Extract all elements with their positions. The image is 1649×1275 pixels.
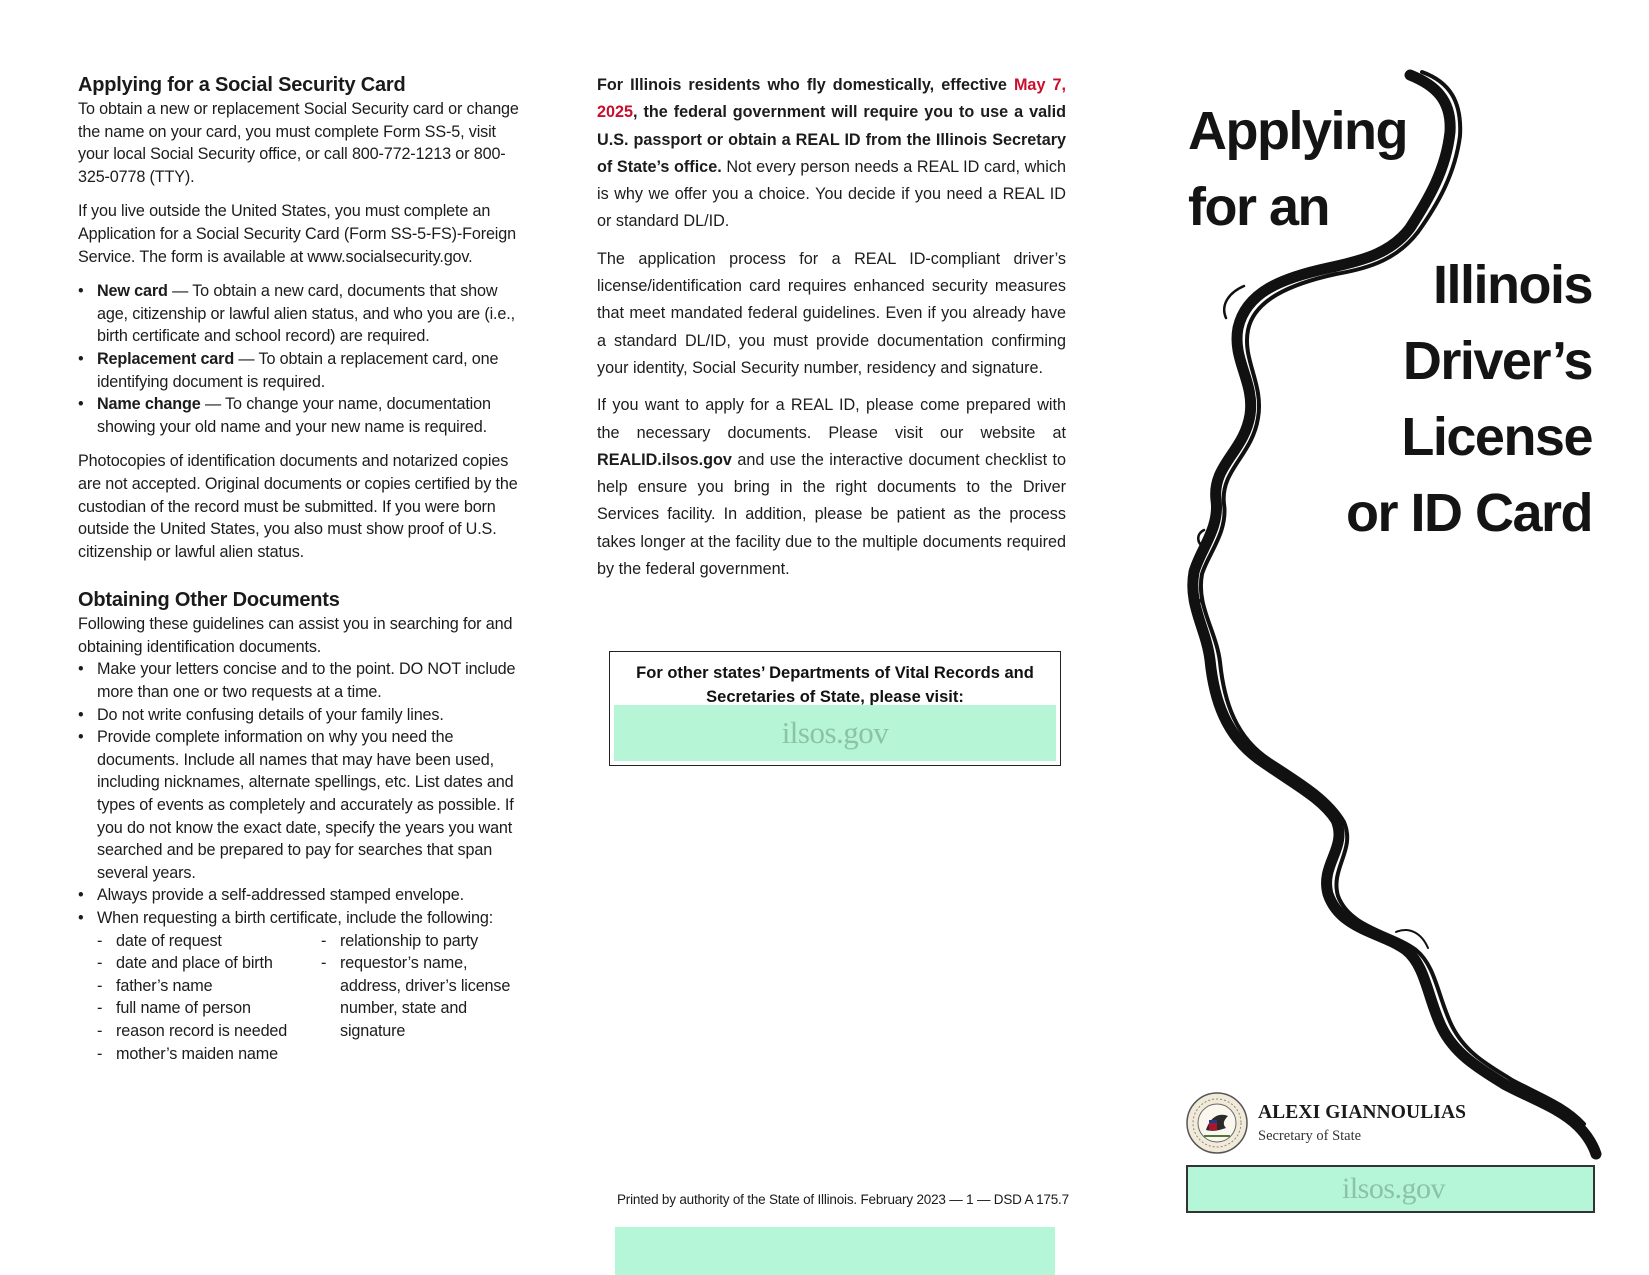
realid-website-link[interactable]: REALID.ilsos.gov: [597, 450, 732, 469]
list-item: - father’s name: [97, 975, 321, 998]
list-item: [78, 393, 530, 438]
list-item: - date and place of birth: [97, 952, 321, 975]
real-id-choice: Not every person needs a REAL ID card, which is why we offer you a choice. You decide if you need a REAL ID or standard DL/ID.: [597, 157, 1066, 231]
real-id-paragraph-1: [597, 72, 1066, 236]
bullet-term: Name change: [97, 395, 201, 414]
real-id-text: If you want to apply for a REAL ID, please come prepared with the necessary documents. Please visit our website at: [597, 396, 1066, 442]
official-name: ALEXI GIANNOULIAS: [1258, 1102, 1467, 1123]
other-docs-bullet-list: [78, 658, 530, 929]
bullet-text: — To change your name, documentation showing your old name and your new name is required.: [97, 395, 491, 436]
list-item: [78, 280, 530, 348]
list-item: • When requesting a birth certificate, include the following:: [78, 907, 530, 930]
birth-items-column-1: [97, 930, 321, 1066]
ssc-bullet-list: [78, 280, 530, 438]
ilsos-link[interactable]: ilsos.gov: [781, 715, 889, 750]
list-item: [78, 348, 530, 393]
cover-title-line: Illinois: [1432, 255, 1592, 315]
cover-title-line: Driver’s: [1402, 331, 1592, 391]
list-item: • Provide complete information on why you need the documents. Include all names that may have been used, including nicknames, alternate spellings, etc. List dates and types of events as completely and accurately as possible. If you do not know the exact date, specify the years you want searched and be prepared to pay for searches that span several years.: [78, 726, 530, 884]
list-item: - full name of person: [97, 997, 321, 1020]
list-item: • Always provide a self-addressed stamped envelope.: [78, 884, 530, 907]
list-item: • Do not write confusing details of your family lines.: [78, 704, 530, 727]
print-authority-footer: Printed by authority of the State of Illinois. February 2023 — 1 — DSD A 175.7: [617, 1192, 1069, 1207]
left-column: [78, 72, 530, 1077]
state-seal-icon: [1186, 1092, 1248, 1154]
ssc-heading: Applying for a Social Security Card: [78, 74, 406, 96]
real-id-text: and use the interactive document checklist to help ensure you bring in the right documents to the Driver Services facility. In addition, please be patient as the process takes longer at the facility due to the multiple documents required by the federal government.: [597, 450, 1066, 579]
real-id-requirement: , the federal government will require you to use a valid U.S. passport or obtain a REAL ID from the Illinois Secretary of State’s office.: [597, 103, 1066, 176]
list-item: - requestor’s name, address, driver’s license number, state and signature: [321, 952, 511, 1042]
real-id-paragraph-3: [597, 392, 1066, 583]
list-item: - relationship to party: [321, 930, 511, 953]
list-item: - mother’s maiden name: [97, 1043, 321, 1066]
other-docs-paragraph: Following these guidelines can assist you in searching for and obtaining identification documents.: [78, 615, 513, 656]
other-states-box: [609, 651, 1061, 766]
list-item: • Make your letters concise and to the point. DO NOT include more than one or two requests at a time.: [78, 658, 530, 703]
birth-items-column-2: [321, 930, 511, 1066]
real-id-paragraph-2: The application process for a REAL ID-compliant driver’s license/identification card requires enhanced security measures that meet mandated federal guidelines. Even if you already have a standard DL/ID, you must provide documentation confirming your identity, Social Security number, residency and signature.: [597, 249, 1066, 377]
ssc-paragraph-2: If you live outside the United States, you must complete an Application for a Social Security Card (Form SS-5-FS)-Foreign Service. The form is available at www.socialsecurity.gov.: [78, 202, 516, 266]
bullet-text: — To obtain a new card, documents that show age, citizenship or lawful alien status, and who you are (i.e., birth certificate and school record) are required.: [97, 282, 515, 346]
list-item: - reason record is needed: [97, 1020, 321, 1043]
list-item: - date of request: [97, 930, 321, 953]
other-states-text: For other states’ Departments of Vital Records and Secretaries of State, please visit:: [636, 664, 1034, 706]
cover-ilsos-link[interactable]: ilsos.gov: [1341, 1172, 1446, 1205]
real-id-date: May 7, 2025: [597, 76, 1066, 122]
real-id-intro: For Illinois residents who fly domestically, effective: [597, 76, 1014, 94]
bullet-text: — To obtain a replacement card, one identifying document is required.: [97, 349, 499, 391]
cover-title-line: for an: [1188, 177, 1330, 237]
birth-certificate-items: [97, 930, 530, 1078]
cover-title-line: License: [1401, 407, 1592, 467]
ssc-paragraph-1: To obtain a new or replacement Social Security card or change the name on your card, you must complete Form SS-5, visit your local Social Security office, or call 800-772-1213 or 800-325-0778 (TTY).: [78, 100, 519, 186]
bullet-term: Replacement card: [97, 349, 235, 368]
middle-column: [597, 72, 1066, 593]
url-highlight: [614, 705, 1056, 761]
cover-title-line: or ID Card: [1345, 483, 1592, 543]
footer-highlight: [615, 1227, 1055, 1275]
cover-url-banner: [1186, 1165, 1595, 1213]
bullet-term: New card: [97, 282, 168, 301]
other-docs-heading: Obtaining Other Documents: [78, 589, 340, 612]
cover-title-line: Applying: [1188, 101, 1407, 161]
official-title: Secretary of State: [1258, 1128, 1362, 1144]
ssc-paragraph-3: Photocopies of identification documents and notarized copies are not accepted. Original documents or copies certified by the custodian of the record must be submitted. If you were born outside the United States, you also must show proof of U.S. citizenship or lawful alien status.: [78, 452, 518, 561]
